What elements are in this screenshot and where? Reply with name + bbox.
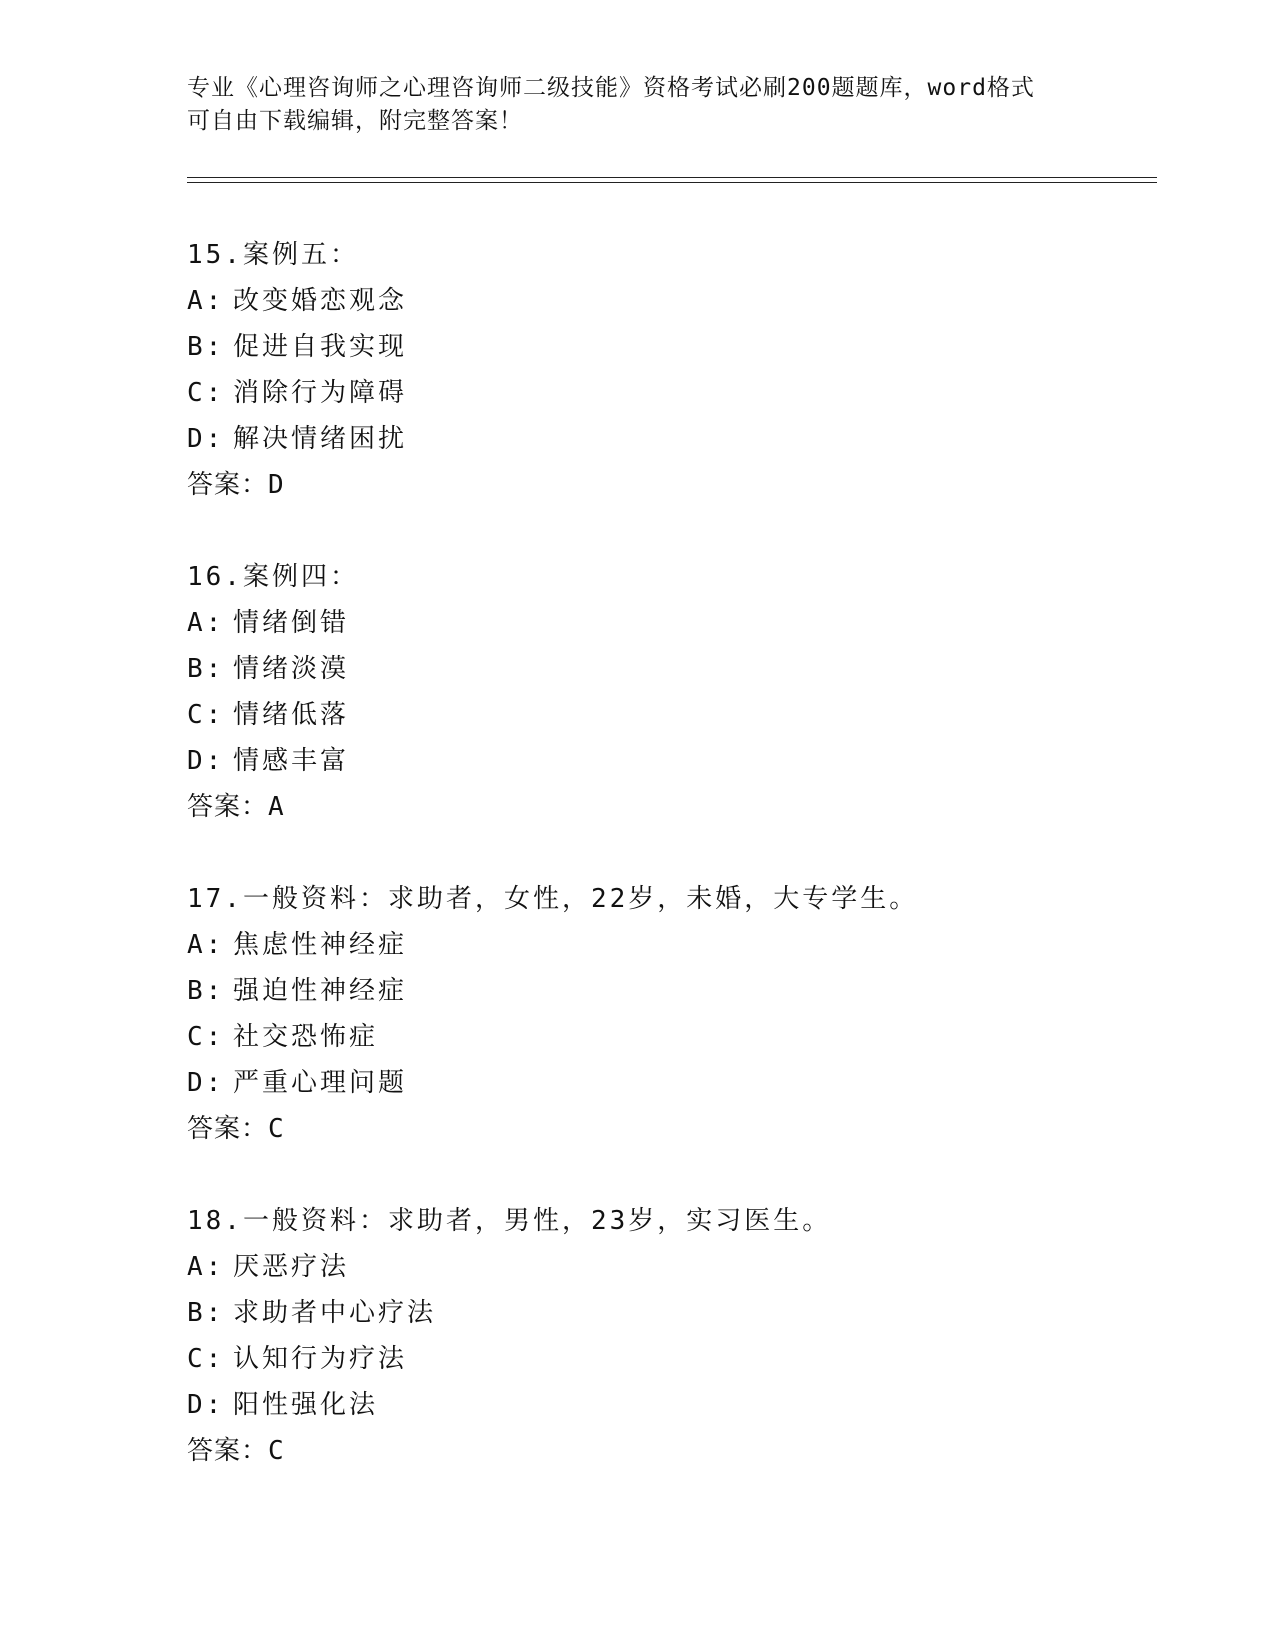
question-title: 16.案例四： <box>187 562 359 592</box>
option-letter: A: <box>187 608 225 638</box>
option-text: 强迫性神经症 <box>233 976 408 1006</box>
option-b <box>187 968 1167 1014</box>
option-letter: D: <box>187 424 225 454</box>
option-text: 阳性强化法 <box>233 1390 379 1420</box>
option-letter: D: <box>187 746 225 776</box>
answer-label: 答案： <box>187 1436 269 1466</box>
answer-label: 答案： <box>187 792 269 822</box>
answer-line <box>187 784 1167 830</box>
question-15 <box>187 232 1167 508</box>
option-text: 情绪倒错 <box>233 608 350 638</box>
answer-line <box>187 1428 1167 1474</box>
header-line-2: 可自由下载编辑，附完整答案！ <box>187 108 523 134</box>
answer-line <box>187 462 1167 508</box>
option-c <box>187 692 1167 738</box>
option-letter: B: <box>187 332 225 362</box>
option-d <box>187 738 1167 784</box>
option-d <box>187 1382 1167 1428</box>
option-text: 厌恶疗法 <box>233 1252 350 1282</box>
option-text: 情绪淡漠 <box>233 654 350 684</box>
option-a <box>187 278 1167 324</box>
option-letter: C: <box>187 1344 225 1374</box>
option-text: 严重心理问题 <box>233 1068 408 1098</box>
option-b <box>187 646 1167 692</box>
option-text: 促进自我实现 <box>233 332 408 362</box>
option-text: 焦虑性神经症 <box>233 930 408 960</box>
option-letter: D: <box>187 1068 225 1098</box>
option-c <box>187 370 1167 416</box>
option-letter: C: <box>187 378 225 408</box>
answer-line <box>187 1106 1167 1152</box>
option-letter: A: <box>187 930 225 960</box>
option-c <box>187 1014 1167 1060</box>
option-letter: A: <box>187 1252 225 1282</box>
answer-value: D <box>268 470 285 500</box>
header-divider-top <box>187 177 1157 178</box>
option-b <box>187 1290 1167 1336</box>
option-text: 社交恐怖症 <box>233 1022 379 1052</box>
question-title: 15.案例五： <box>187 240 359 270</box>
option-text: 求助者中心疗法 <box>233 1298 437 1328</box>
answer-value: C <box>268 1114 285 1144</box>
header-line-1: 专业《心理咨询师之心理咨询师二级技能》资格考试必刷200题题库，word格式 <box>187 75 1035 101</box>
answer-label: 答案： <box>187 470 269 500</box>
question-title: 17.一般资料：求助者，女性，22岁，未婚，大专学生。 <box>187 884 919 914</box>
option-letter: B: <box>187 976 225 1006</box>
option-a <box>187 922 1167 968</box>
option-b <box>187 324 1167 370</box>
option-letter: C: <box>187 1022 225 1052</box>
option-text: 消除行为障碍 <box>233 378 408 408</box>
question-list <box>187 232 1167 1520</box>
option-letter: B: <box>187 654 225 684</box>
option-text: 情绪低落 <box>233 700 350 730</box>
question-title: 18.一般资料：求助者，男性，23岁，实习医生。 <box>187 1206 832 1236</box>
answer-label: 答案： <box>187 1114 269 1144</box>
option-a <box>187 1244 1167 1290</box>
answer-value: A <box>268 792 285 822</box>
option-text: 改变婚恋观念 <box>233 286 408 316</box>
option-text: 认知行为疗法 <box>233 1344 408 1374</box>
document-header <box>187 72 1087 138</box>
header-divider-bottom <box>187 182 1157 183</box>
option-d <box>187 416 1167 462</box>
question-18 <box>187 1198 1167 1474</box>
answer-value: C <box>268 1436 285 1466</box>
option-letter: B: <box>187 1298 225 1328</box>
option-letter: A: <box>187 286 225 316</box>
option-a <box>187 600 1167 646</box>
option-text: 解决情绪困扰 <box>233 424 408 454</box>
option-text: 情感丰富 <box>233 746 350 776</box>
option-d <box>187 1060 1167 1106</box>
question-17 <box>187 876 1167 1152</box>
option-letter: C: <box>187 700 225 730</box>
option-letter: D: <box>187 1390 225 1420</box>
question-16 <box>187 554 1167 830</box>
option-c <box>187 1336 1167 1382</box>
